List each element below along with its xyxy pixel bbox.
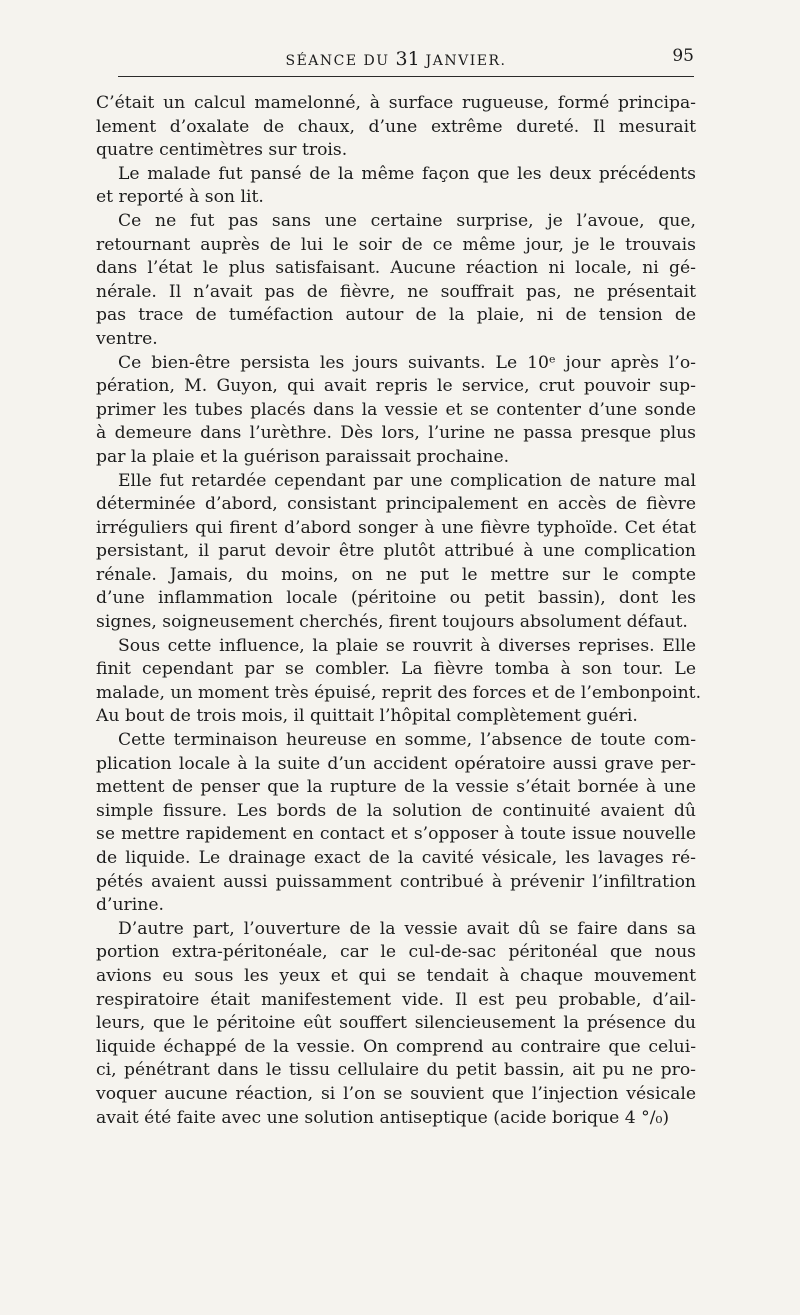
- text-line: Sous cette influence, la plaie se rouvrit à diverses reprises. Elle: [118, 635, 696, 656]
- text-line: persistant, il parut devoir être plutôt attribué à une complication: [96, 541, 696, 562]
- text-line: avions eu sous les yeux et qui se tendait à chaque mouvement: [96, 965, 696, 986]
- text-line: Ce bien-être persista les jours suivants. Le 10ᵉ jour après l’o-: [118, 352, 696, 373]
- text-line: mettent de penser que la rupture de la vessie s’était bornée à une: [96, 777, 696, 798]
- text-line: Elle fut retardée cependant par une complication de nature mal: [118, 470, 696, 491]
- paragraph: [96, 352, 696, 470]
- text-line: respiratoire était manifestement vide. Il est peu probable, d’ail-: [96, 989, 696, 1010]
- text-line: voquer aucune réaction, si l’on se souvient que l’injection vésicale: [96, 1083, 696, 1104]
- text-line: simple fissure. Les bords de la solution de continuité avaient dû: [96, 800, 696, 821]
- paragraph: [96, 729, 696, 918]
- text-line: signes, soigneusement cherchés, firent toujours absolument défaut.: [96, 612, 688, 633]
- paragraph: [96, 163, 696, 210]
- text-line: avait été faite avec une solution antiseptique (acide borique 4 °/₀): [96, 1107, 670, 1128]
- paragraph: [96, 92, 696, 163]
- header-rule: [118, 76, 694, 77]
- running-title-part: SÉANCE DU: [285, 53, 396, 69]
- text-line: ci, pénétrant dans le tissu cellulaire du petit bassin, ait pu ne pro-: [96, 1060, 696, 1081]
- text-line: portion extra-péritonéale, car le cul-de-sac péritonéal que nous: [96, 942, 696, 963]
- page-number: 95: [672, 46, 694, 66]
- text-line: irréguliers qui firent d’abord songer à une fièvre typhoïde. Cet état: [96, 517, 696, 538]
- text-line: déterminée d’abord, consistant principalement en accès de fièvre: [96, 494, 696, 515]
- paragraph: [96, 470, 696, 635]
- text-line: Cette terminaison heureuse en somme, l’absence de toute com-: [118, 730, 696, 751]
- paragraph: [96, 918, 696, 1130]
- text-line: D’autre part, l’ouverture de la vessie avait dû se faire dans sa: [118, 918, 696, 939]
- text-line: liquide échappé de la vessie. On comprend au contraire que celui-: [96, 1036, 696, 1057]
- text-line: dans l’état le plus satisfaisant. Aucune réaction ni locale, ni gé-: [96, 258, 696, 279]
- text-line: ventre.: [96, 328, 158, 349]
- text-line: quatre centimètres sur trois.: [96, 140, 348, 161]
- text-line: retournant auprès de lui le soir de ce même jour, je le trouvais: [96, 234, 696, 255]
- text-line: et reporté à son lit.: [96, 187, 264, 208]
- text-line: malade, un moment très épuisé, reprit des forces et de l’embonpoint.: [96, 682, 702, 703]
- text-line: Ce ne fut pas sans une certaine surprise, je l’avoue, que,: [118, 210, 696, 231]
- text-line: nérale. Il n’avait pas de fièvre, ne souffrait pas, ne présentait: [96, 281, 696, 302]
- text-line: pas trace de tuméfaction autour de la plaie, ni de tension de: [96, 305, 696, 326]
- text-line: rénale. Jamais, du moins, on ne put le mettre sur le compte: [96, 564, 696, 585]
- body-text: [96, 92, 702, 1130]
- text-line: d’une inflammation locale (péritoine ou petit bassin), dont les: [96, 588, 696, 609]
- text-line: par la plaie et la guérison paraissait prochaine.: [96, 446, 510, 467]
- text-line: à demeure dans l’urèthre. Dès lors, l’urine ne passa presque plus: [96, 423, 696, 444]
- running-title-part: JANVIER.: [419, 53, 507, 69]
- text-line: plication locale à la suite d’un accident opératoire aussi grave per-: [96, 753, 696, 774]
- running-title: [96, 48, 696, 70]
- text-line: lement d’oxalate de chaux, d’une extrême dureté. Il mesurait: [96, 116, 696, 137]
- text-line: C’était un calcul mamelonné, à surface rugueuse, formé principa-: [96, 93, 696, 113]
- text-line: primer les tubes placés dans la vessie et se contenter d’une sonde: [96, 399, 696, 420]
- running-title-date: 31: [395, 48, 420, 70]
- text-line: finit cependant par se combler. La fièvre tomba à son tour. Le: [96, 659, 696, 680]
- text-line: se mettre rapidement en contact et s’opposer à toute issue nouvelle: [96, 824, 696, 845]
- text-line: pération, M. Guyon, qui avait repris le service, crut pouvoir sup-: [96, 376, 696, 397]
- text-line: Le malade fut pansé de la même façon que les deux précédents: [118, 163, 696, 184]
- running-head: [96, 46, 696, 70]
- text-line: pétés avaient aussi puissamment contribué à prévenir l’infiltration: [96, 871, 696, 892]
- text-line: leurs, que le péritoine eût souffert silencieusement la présence du: [96, 1013, 696, 1034]
- text-line: d’urine.: [96, 895, 164, 916]
- paragraph: [96, 210, 696, 352]
- text-line: Au bout de trois mois, il quittait l’hôpital complètement guéri.: [96, 706, 638, 727]
- paragraph: [96, 635, 702, 729]
- text-line: de liquide. Le drainage exact de la cavité vésicale, les lavages ré-: [96, 848, 696, 868]
